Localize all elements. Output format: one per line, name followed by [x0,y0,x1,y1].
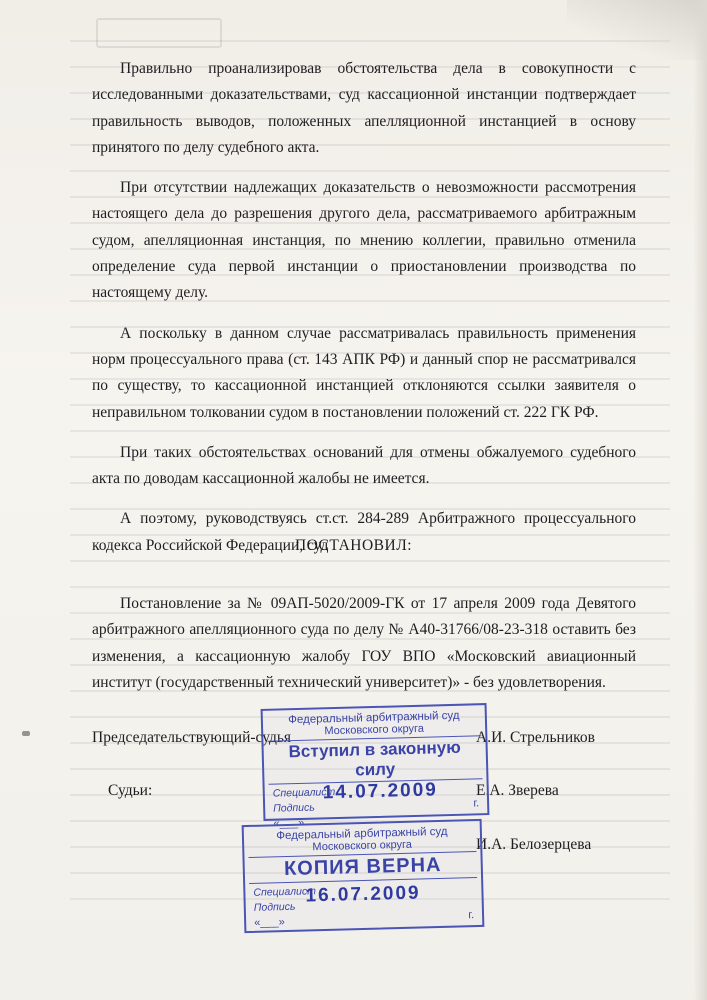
ink-mark [22,731,30,736]
page-corner-shadow [567,0,707,60]
faded-stamp-mark [96,18,222,48]
judge-2-name: И.А. Белозерцева [476,836,592,853]
judges-title: Судьи: [108,782,153,799]
stamp-year-mark: г. [468,909,475,922]
copy-certified-stamp [242,819,485,933]
chair-title: Председательствующий-судья [92,729,292,746]
page-edge-shadow [693,0,707,1000]
stamp-quote: «___» [273,816,305,830]
paragraph-5: А поэтому, руководствуясь ст.ст. 284-289 Арбитражного процессуального кодекса Российской Федерации, суд [92,510,636,554]
stamp-effective-label: Вступил в законную силу [267,735,482,785]
resolution-text: Постановление за № 09АП-5020/2009-ГК от 17 апреля 2009 года Девятого арбитражного апелляционного суда по делу № А40-31766/08-23-318 оставить без изменения, а кассационную жалобу ГОУ ВПО «Московский авиационный институт (государственный технический университет)» - без удовлетворения. [92,595,636,691]
resolution-block [92,591,636,696]
stamp-quote: «___» [254,916,285,929]
judge-1-name: Е.А. Зверева [476,782,559,799]
stamp-court-name: Федеральный арбитражный суд [288,709,460,727]
stamp-specialist: Специалист [272,786,336,800]
body-text [92,56,636,573]
stamp-date: 14.07.2009 [322,779,439,804]
paragraph-2: При отсутствии надлежащих доказательств о невозможности рассмотрения настоящего дела до разрешения другого дела, рассматриваемого арбитражным судом, апелляционная инстанция, по мнению коллегии, правильно отменила определение суда первой инстанции о приостановлении производства по настоящему делу. [92,179,636,302]
paragraph-3: А поскольку в данном случае рассматривалась правильность применения норм процессуального права (ст. 143 АПК РФ) и данный спор не рассматривался по существу, то кассационной инстанцией отклоняются ссылки заявителя о неправильном толковании судом в постановлении положений ст. 222 ГК РФ. [92,324,636,421]
resolution-heading: ПОСТАНОВИЛ: [294,537,413,554]
paragraph-1: Правильно проанализировав обстоятельства дела в совокупности с исследованными доказательствами, суд кассационной инстанции подтверждает правильность выводов, положенных апелляционной инстанцией в основу принятого по делу судебного акта. [92,60,636,156]
stamp-signature: Подпись [273,801,315,815]
stamp-court-name: Федеральный арбитражный суд [276,825,448,843]
stamp-year-mark: г. [473,797,480,810]
effective-stamp [261,703,490,830]
chair-name: А.И. Стрельников [476,729,595,746]
stamp-specialist: Специалист [253,885,317,899]
paragraph-4: При таких обстоятельствах оснований для отмены обжалуемого судебного акта по доводам кассационной жалобы не имеется. [92,443,636,488]
stamp-date: 16.07.2009 [305,882,421,907]
stamp-district: Московского округа [324,722,425,738]
stamp-district: Московского округа [312,838,413,854]
stamp-signature: Подпись [253,900,296,914]
stamp-copy-label: КОПИЯ ВЕРНА [248,851,477,884]
